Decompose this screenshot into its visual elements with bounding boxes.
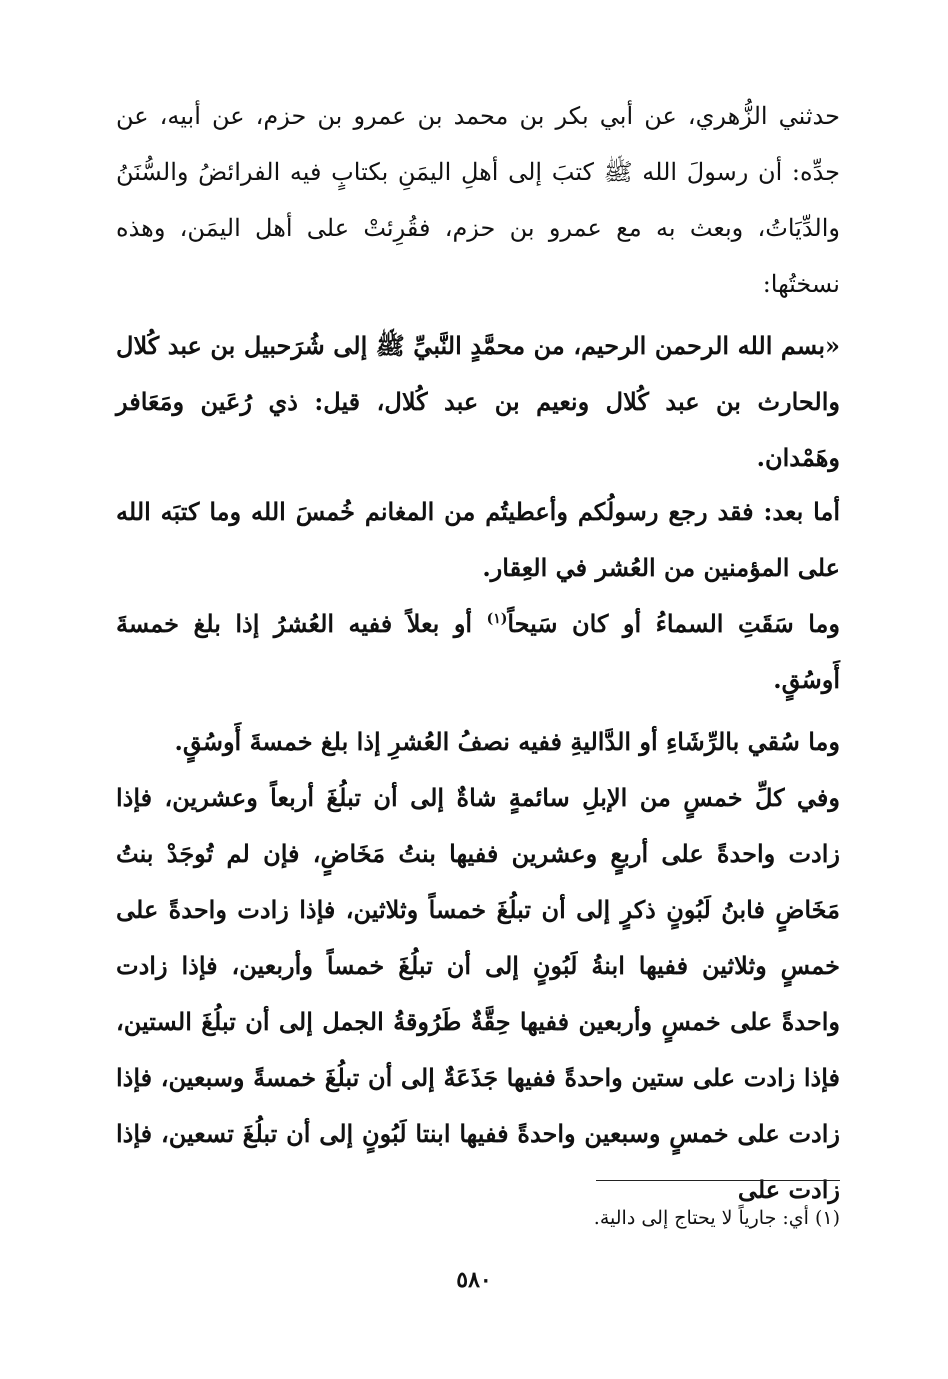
sama-paragraph: [116, 596, 840, 708]
intro-paragraph: [116, 88, 840, 312]
intro-text: حدثني الزُّهري، عن أبي بكر بن محمد بن عمرو بن حزم، عن أبيه، عن جدِّه: أن رسولَ الله ﷺ كتبَ إلى أهلِ اليمَنِ بكتابٍ فيه الفرائضُ والسُّنَنُ والدِّيَاتُ، وبعث به مع عمرو بن حزم، فقُرِئتْ على أهل اليمَن، وهذه نسختُها:: [116, 102, 840, 298]
amma-baad-text: أما بعد: فقد رجع رسولُكم وأعطيتُم من المغانم خُمسَ الله وما كتبَه الله على المؤمنين من العُشر في العِقار.: [116, 497, 840, 582]
footnote-text: (١) أي: جارياً لا يحتاج إلى دالية.: [593, 1207, 840, 1229]
sama-text-after: أو بعلاً ففيه العُشرُ إذا بلغ خمسةَ أَوسُقٍ.: [116, 609, 840, 694]
ibil-paragraph: [116, 770, 840, 1218]
rishaa-text: وما سُقي بالرِّشَاءِ أو الدَّاليةِ ففيه نصفُ العُشرِ إذا بلغ خمسةَ أَوسُقٍ.: [174, 727, 840, 756]
sama-text: [116, 596, 840, 708]
basmala-paragraph: [116, 318, 840, 486]
footnote-reference[interactable]: (١): [486, 611, 508, 627]
page-number: ٥٨٠: [456, 1267, 492, 1293]
amma-baad-paragraph: [116, 484, 840, 596]
footnote-divider: [596, 1180, 840, 1181]
ibil-text: وفي كلِّ خمسٍ من الإبلِ سائمةٍ شاةٌ إلى أن تبلُغَ أربعاً وعشرين، فإذا زادت واحدةً على أربعٍ وعشرين ففيها بنتُ مَخَاضٍ، فإن لم تُوجَدْ بنتُ مَخَاضٍ فابنُ لَبُونٍ ذكرٍ إلى أن تبلُغَ خمساً وثلاثين، فإذا زادت واحدةً على خمسٍ وثلاثين ففيها ابنةُ لَبُونٍ إلى أن تبلُغَ خمساً وأربعين، فإذا زادت واحدةً على خمسٍ وأربعين ففيها حِقَّةٌ طَرُوقةُ الجمل إلى أن تبلُغَ الستين، فإذا زادت على ستين واحدةً ففيها جَذَعَةٌ إلى أن تبلُغَ خمسةً وسبعين، فإذا زادت على خمسٍ وسبعين واحدةً ففيها ابنتا لَبُونٍ إلى أن تبلُغَ تسعين، فإذا زادت على: [116, 783, 840, 1204]
rishaa-paragraph: [116, 714, 840, 770]
basmala-text: «بسم الله الرحمن الرحيم، من محمَّدٍ النَّبيِّ ﷺ إلى شُرَحبيل بن عبد كُلال والحارث بن عبد كُلال ونعيم بن عبد كُلال، قيل: ذي رُعَين ومَعَافر وهَمْدان.: [116, 331, 840, 472]
footnote: [360, 1200, 840, 1236]
sama-text-before: وما سَقَتِ السماءُ أو كان سَيحاً: [507, 609, 840, 638]
